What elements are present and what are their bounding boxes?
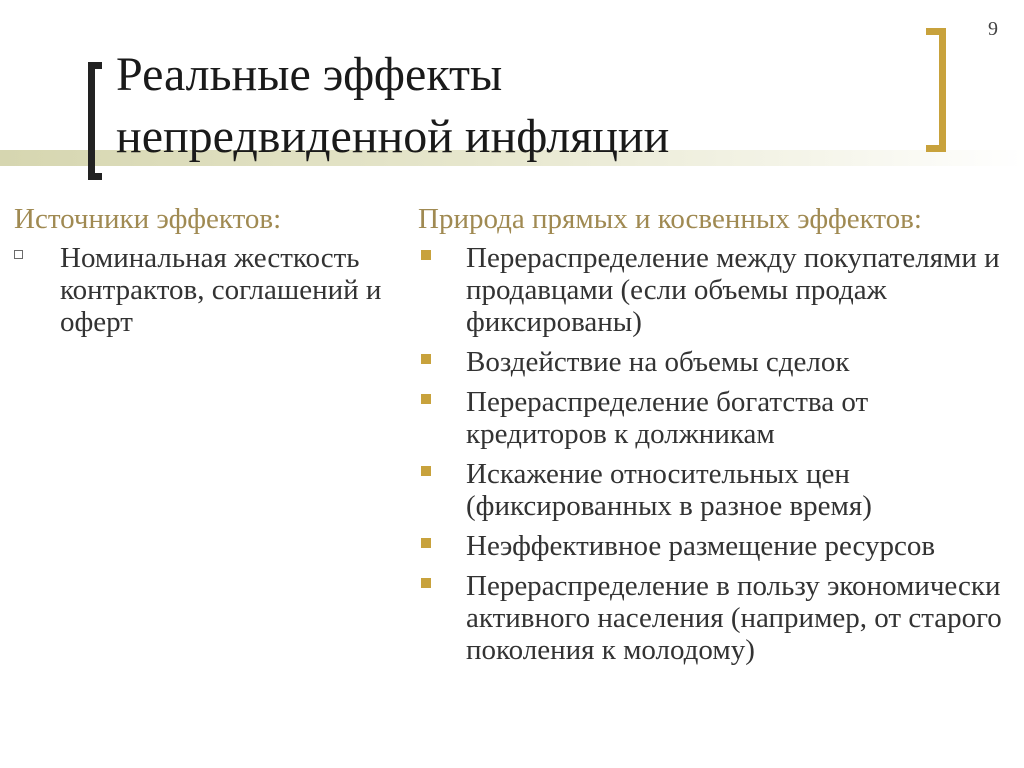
- slide-title: [116, 44, 916, 168]
- list-item: [418, 386, 1013, 450]
- gold-square-bullet-icon: [421, 250, 431, 260]
- list-item-text: Перераспределение богатства от кредиторов к должникам: [466, 386, 869, 450]
- gold-square-bullet-icon: [421, 578, 431, 588]
- list-item: [418, 530, 1013, 562]
- list-item-text: Номинальная жесткость контрактов, соглашений и оферт: [60, 242, 382, 338]
- gold-square-bullet-icon: [421, 354, 431, 364]
- left-bullet-list: [14, 242, 394, 338]
- title-line-1: Реальные эффекты: [116, 48, 503, 101]
- list-item: [418, 346, 1013, 378]
- right-column-heading: Природа прямых и косвенных эффектов:: [418, 203, 922, 235]
- list-item-text: Перераспределение между покупателями и продавцами (если объемы продаж фиксированы): [466, 242, 1000, 338]
- list-item: [418, 458, 1013, 522]
- left-column-heading: Источники эффектов:: [14, 203, 282, 235]
- hollow-square-bullet-icon: [14, 250, 23, 259]
- right-bracket-decoration: [926, 28, 946, 152]
- gold-square-bullet-icon: [421, 394, 431, 404]
- list-item-text: Искажение относительных цен (фиксированных в разное время): [466, 458, 872, 522]
- list-item-text: Перераспределение в пользу экономически активного населения (например, от старого поколения к молодому): [466, 570, 1002, 666]
- gold-square-bullet-icon: [421, 538, 431, 548]
- list-item: [418, 242, 1013, 338]
- list-item-text: Воздействие на объемы сделок: [466, 346, 850, 378]
- left-bracket-decoration: [88, 62, 102, 180]
- list-item: [14, 242, 394, 338]
- gold-square-bullet-icon: [421, 466, 431, 476]
- list-item-text: Неэффективное размещение ресурсов: [466, 530, 936, 562]
- page-number: 9: [988, 18, 998, 40]
- list-item: [418, 570, 1013, 666]
- title-line-2: непредвиденной инфляции: [116, 110, 670, 163]
- right-bullet-list: [418, 242, 1013, 674]
